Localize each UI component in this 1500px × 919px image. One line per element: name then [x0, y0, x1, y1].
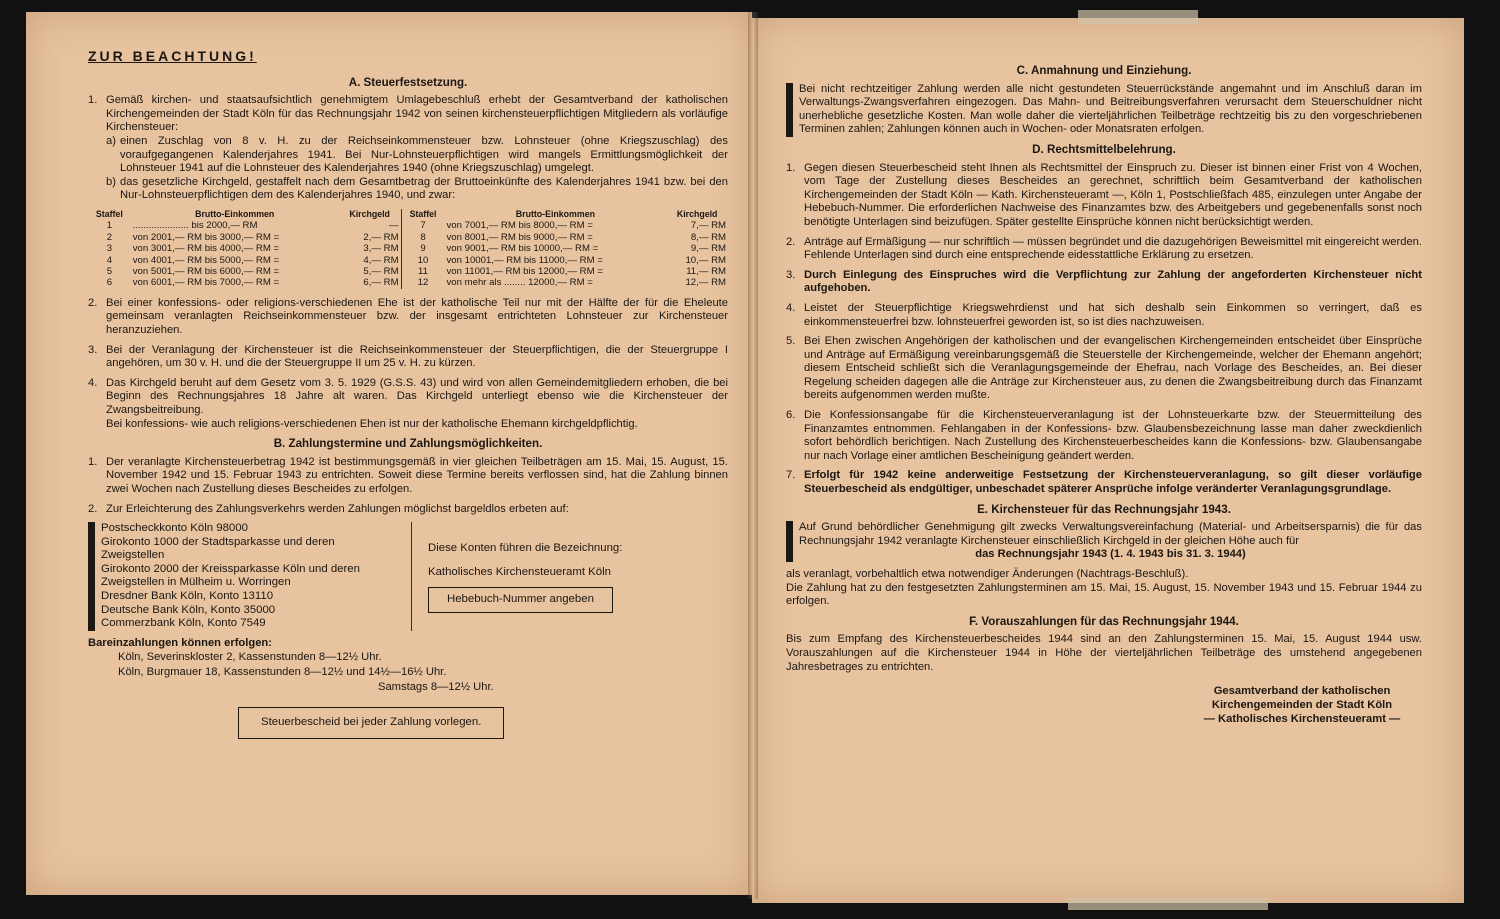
section-b-heading: B. Zahlungstermine und Zahlungsmöglichkeiten. [273, 437, 543, 451]
subparagraph: a) einen Zuschlag von 8 v. H. zu der Reichseinkommensteuer bzw. Lohnsteuer (ohne Kriegszuschlag) des voraufgegangenen Kalenderjahres 1941. Bei Nur-Lohnsteuerpflichtigen wird mangels Ermittlungsmöglichkeit der Lohnsteuer 1941 auf die Lohnsteuer des Kalenderjahres 1940 (ohne Kriegszuschlag) umgelegt. [106, 134, 728, 175]
paragraph-text: Das Kirchgeld beruht auf dem Gesetz vom 3. 5. 1929 (G.S.S. 43) und wird von allen Gemeindemitgliedern erhoben, die bei Beginn des Rechnungsjahres 18 Jahre alt waren. Das Kirchgeld unterliegt ebenso wie die Kirchensteuer der Zwangsbeitreibung. [106, 376, 728, 416]
section-c-heading: C. Anmahnung und Einziehung. [1016, 64, 1192, 77]
section-e-block [786, 521, 1422, 562]
section-d-heading: D. Rechtsmittelbelehrung. [1032, 142, 1176, 156]
table-cell: 3,— RM [363, 243, 399, 255]
table-cell: 2 [106, 231, 113, 243]
table-cell: von 5001,— RM bis 6000,— RM = [132, 265, 280, 277]
section-e-heading: E. Kirchensteuer für das Rechnungsjahr 1943. [977, 502, 1231, 516]
notice-box: Steuerbescheid bei jeder Zahlung vorlegen. [238, 707, 504, 739]
account-item: Postscheckkonto Köln 98000 [101, 522, 248, 535]
table-header: Brutto-Einkommen [195, 208, 275, 219]
paragraph-text: als veranlagt, vorbehaltlich etwa notwendiger Änderungen (Nachtrags-Beschluß). [786, 568, 1189, 580]
paragraph-text: Gemäß kirchen- und staatsaufsichtlich genehmigtem Umlagebeschluß erhebt der Gesamtverband der katholischen Kirchengemeinden der Stadt Köln für das Rechnungsjahr 1942 von seinen kirchensteuerpflichtigen Mitgliedern als vorläufige Kirchensteuer: [106, 94, 728, 134]
table-header: Kirchgeld [349, 208, 390, 219]
table-cell: von 8001,— RM bis 9000,— RM = [446, 231, 593, 243]
paragraph-text: Die Konfessionsangabe für die Kirchensteuerveranlagung ist der Lohnsteuerkarte bzw. der Steuermitteilung des Finanzamtes entnommen. Fehlangaben in der Konfessions- bzw. Glaubensbezeichnung lasse man daher zweckdienlich sofort behördlich berichtigen. Nach Zustellung des Kirchensteuerbescheides kann die Konfessions- bzw. Glaubensangabe nur nach Vorlage einer amtlichen Bescheinigung geändert werden. [804, 409, 1422, 462]
tape-strip [1078, 10, 1198, 24]
paragraph-text: Bei einer konfessions- oder religions-verschiedenen Ehe ist der katholische Teil nur mit der Hälfte der für die Eheleute gemeinsam veranlagten Reichseinkommensteuer bzw. der insgesamt entrichteten Lohnsteuer zur Kirchensteuer heranzuziehen. [106, 296, 728, 336]
table-cell: ..................... bis 2000,— RM [132, 220, 258, 232]
list-item: 6. Die Konfessionsangabe für die Kirchensteuerveranlagung ist der Lohnsteuerkarte bzw. der Steuermitteilung des Finanzamtes entnommen. Fehlangaben in der Konfessions- bzw. Glaubensbezeichnung lasse man daher zweckdienlich sofort behördlich berichtigen. Nach Zustellung des Kirchensteuerbescheides kann die Konfessions- bzw. Glaubensangabe nur nach Vorlage einer amtlichen Bescheinigung geändert werden. [786, 409, 1422, 462]
paragraph-text: einen Zuschlag von 8 v. H. zu der Reichseinkommensteuer bzw. Lohnsteuer (ohne Kriegszuschlag) des voraufgegangenen Kalenderjahres 1941. Bei Nur-Lohnsteuerpflichtigen wird mangels Ermittlungsmöglichkeit der Lohnsteuer 1941 auf die Lohnsteuer des Kalenderjahres 1940 (ohne Kriegszuschlag) umgelegt. [120, 134, 728, 175]
paragraph-text: das gesetzliche Kirchgeld, gestaffelt nach dem Gesamtbetrag der Bruttoeinkünfte des Kalenderjahres 1941 bzw. bei den Nur-Lohnsteuerpflichtigen dem des Kalenderjahres 1940, und zwar: [120, 175, 728, 202]
page-title: ZUR BEACHTUNG! [88, 48, 257, 64]
paragraph-text: Zur Erleichterung des Zahlungsverkehrs werden Zahlungen möglichst bargeldlos erbeten auf: [106, 502, 569, 515]
paragraph-text: Gegen diesen Steuerbescheid steht Ihnen als Rechtsmittel der Einspruch zu. Dieser ist binnen einer Frist von 4 Wochen, vom Tage der Zustellung dieses Bescheides an gerechnet, schriftlich beim Gesamtverband der katholischen Kirchengemeinden der Stadt Köln — Kath. Kirchensteueramt —, Köln 1, Postschließfach 485, einzulegen unter Angabe der Hebebuch-Nummer. Die erforderlichen Nachweise des Finanzamtes bzw. des Arbeitgebers und gegebenenfalls sonst noch benötigte Unterlagen sind beizufügen. Später gestellte Einsprüche können nicht berücksichtigt werden. [804, 161, 1422, 228]
list-item: 7. Erfolgt für 1942 keine anderweitige Festsetzung der Kirchensteuerveranlagung, so gilt dieser vorläufige Steuerbescheid als endgültiger, unbeschadet späterer Ansprüche infolge veränderter Veranlagungsgrundlage. [786, 469, 1422, 496]
account-note: Diese Konten führen die Bezeichnung: [428, 542, 623, 555]
bank-accounts [88, 522, 728, 631]
table-cell: von 9001,— RM bis 10000,— RM = [446, 243, 599, 255]
paragraph: 2. Bei einer konfessions- oder religions-verschiedenen Ehe ist der katholische Teil nur mit der Hälfte der für die Eheleute gemeinsam veranlagten Reichseinkommensteuer bzw. der insgesamt entrichteten Lohnsteuer zur Kirchensteuer heranzuziehen. [88, 296, 728, 336]
paragraph: 4. Das Kirchgeld beruht auf dem Gesetz vom 3. 5. 1929 (G.S.S. 43) und wird von allen Gemeindemitgliedern erhoben, die bei Beginn des Rechnungsjahres 18 Jahre alt waren. Das Kirchgeld unterliegt ebenso wie die Kirchensteuer der Zwangsbeitreibung. Bei konfessions- wie auch religions-verschiedenen Ehen ist nur der katholische Ehemann kirchgeldpflichtig. [88, 376, 728, 430]
table-cell: 4 [106, 254, 113, 266]
table-cell: 5,— RM [363, 265, 399, 277]
account-item: Girokonto 2000 der Kreissparkasse Köln und deren Zweigstellen in Mülheim u. Worringen [101, 562, 360, 589]
account-item: Girokonto 1000 der Stadtsparkasse und deren Zweigstellen [101, 535, 335, 562]
table-cell: 8,— RM [690, 231, 726, 243]
section-a-heading: A. Steuerfestsetzung. [348, 75, 468, 89]
paragraph: 3. Bei der Veranlagung der Kirchensteuer ist die Reichseinkommensteuer der Steuerpflichtigen, die der Steuergruppe I angehören, um 30 v. H. und die der Steuergruppe II um 25 v. H. zu kürzen. [88, 343, 728, 370]
tape-strip [1068, 898, 1268, 910]
table-cell: 11 [401, 266, 444, 277]
table-row [88, 277, 728, 288]
paragraph-text: Die Zahlung hat zu den festgesetzten Zahlungsterminen am 15. Mai, 15. August, 15. November 1943 und 15. Februar 1944 zu erfolgen. [786, 581, 1422, 608]
table-cell: von 4001,— RM bis 5000,— RM = [132, 254, 280, 266]
paragraph-text: Bei Ehen zwischen Angehörigen der katholischen und der evangelischen Kirchengemeinden entscheidet über Einsprüche und Anträge auf Ermäßigung vereinbarungsgemäß die Steuerstelle der Kirchengemeinde, welcher der Ehemann angehört; diesem Entscheid schließt sich die Veranlagungsgemeinde der Ehefrau, nach Vorlage des Bescheides, an. Bei dieser Regelung scheiden dagegen alle die Anträge zur Kirchensteuer aus, zu denen die Zwangsbeitreibung durch das Finanzamt bereits aufgenommen werden mußte. [804, 335, 1422, 402]
bar-heading: Bareinzahlungen können erfolgen: [88, 636, 272, 649]
list-item: 2. Anträge auf Ermäßigung — nur schriftlich — müssen begründet und die dazugehörigen Beweismittel mit eingereicht werden. Fehlende Unterlagen sind durch eine entsprechende eidesstattliche Erklärung zu ersetzen. [786, 235, 1422, 262]
paragraph-text: Durch Einlegung des Einspruches wird die Verpflichtung zur Zahlung der angeforderten Kirchensteuer nicht aufgehoben. [804, 268, 1422, 295]
table-cell: von 7001,— RM bis 8000,— RM = [446, 220, 593, 232]
table-cell: 1 [106, 220, 113, 232]
table-cell: 6,— RM [363, 277, 399, 289]
paragraph-text: Bis zum Empfang des Kirchensteuerbescheides 1944 sind an den Zahlungsterminen 15. Mai, 15. August 1944 usw. Vorauszahlungen auf die Kirchensteuer 1944 in Höhe der vierteljährlichen Teilbeträge des umstehend angegebenen Jahresbetrages zu entrichten. [786, 633, 1422, 673]
bar-lines [88, 651, 728, 694]
table-cell: 11,— RM [686, 265, 726, 277]
paragraph-text: Bei nicht rechtzeitiger Zahlung werden alle nicht gestundeten Steuerrückstände angemahnt und im Anschluß daran im Verwaltungs-Zwangsverfahren eingezogen. Das Mahn- und Beitreibungsverfahren verursacht dem Steuerschuldner nicht unerhebliche gesetzliche Kosten. Man wolle daher die vierteljährlichen Teilbeträge rechtzeitig bis zu den vorgeschriebenen Terminen zahlen; Zahlungen können auch in Wochen- oder Monatsraten erfolgen. [786, 83, 1422, 137]
account-name: Katholisches Kirchensteueramt Köln [428, 565, 611, 578]
table-cell: 3 [106, 243, 113, 255]
left-column [88, 50, 728, 739]
table-row [88, 243, 728, 254]
paragraph: 1. Der veranlagte Kirchensteuerbetrag 1942 ist bestimmungsgemäß in vier gleichen Teilbeträgen am 15. Mai, 15. August, 15. November 1942 und 15. Februar 1943 zu entrichten. Soweit diese Termine bereits verflossen sind, hat die Zahlung binnen zwei Wochen nach Zustellung dieses Bescheides zu erfolgen. [88, 455, 728, 495]
account-info [411, 522, 728, 631]
table-header: Kirchgeld [676, 208, 718, 219]
list-item: 5. Bei Ehen zwischen Angehörigen der katholischen und der evangelischen Kirchengemeinden entscheidet über Einsprüche und Anträge auf Ermäßigung vereinbarungsgemäß die Steuerstelle der Kirchengemeinde, welcher der Ehemann angehört; diesem Entscheid schließt sich die Veranlagungsgemeinde der Ehefrau, nach Vorlage des Bescheides, an. Bei dieser Regelung scheiden dagegen alle die Anträge zur Kirchensteuer aus, zu denen die Zwangsbeitreibung durch das Finanzamt bereits aufgenommen werden mußte. [786, 335, 1422, 402]
paragraph-text: Leistet der Steuerpflichtige Kriegswehrdienst und hat sich deshalb sein Einkommen so verringert, daß es einkommensteuerfrei bzw. lohnsteuerfrei geworden ist, so ist dies nachzuweisen. [804, 301, 1422, 328]
signature-line: — Katholisches Kirchensteueramt — [1203, 713, 1401, 726]
list-item: 1. Gegen diesen Steuerbescheid steht Ihnen als Rechtsmittel der Einspruch zu. Dieser ist binnen einer Frist von 4 Wochen, vom Tage der Zustellung dieses Bescheides an gerechnet, schriftlich beim Gesamtverband der katholischen Kirchengemeinden der Stadt Köln — Kath. Kirchensteueramt —, Köln 1, Postschließfach 485, einzulegen unter Angabe der Hebebuch-Nummer. Die erforderlichen Nachweise des Finanzamtes bzw. des Arbeitgebers und gegebenenfalls sonst noch benötigte Unterlagen sind beizufügen. Später gestellte Einsprüche können nicht berücksichtigt werden. [786, 161, 1422, 228]
table-cell: 12,— RM [685, 277, 726, 289]
table-cell: von 2001,— RM bis 3000,— RM = [132, 231, 280, 243]
table-row [88, 232, 728, 243]
table-cell: von 11001,— RM bis 12000,— RM = [446, 265, 603, 277]
table-cell: 10,— RM [685, 254, 726, 266]
table-cell: 9,— RM [690, 243, 726, 255]
bar-line: Köln, Burgmauer 18, Kassenstunden 8—12½ und 14½—16½ Uhr. [118, 666, 447, 679]
table-row [88, 266, 728, 277]
section-d-list [786, 162, 1422, 497]
signature-line: Kirchengemeinden der Stadt Köln [1211, 699, 1393, 712]
table-header: Staffel [401, 209, 444, 220]
hebebuch-box: Hebebuch-Nummer angeben [428, 587, 613, 613]
table-cell: von 10001,— RM bis 11000,— RM = [446, 254, 603, 266]
table-cell: 8 [401, 232, 444, 243]
section-f-heading: F. Vorauszahlungen für das Rechnungsjahr 1944. [969, 614, 1239, 628]
paragraph-text: das Rechnungsjahr 1943 (1. 4. 1943 bis 31. 3. 1944) [975, 548, 1246, 561]
list-item: 3. Durch Einlegung des Einspruches wird die Verpflichtung zur Zahlung der angeforderten Kirchensteuer nicht aufgehoben. [786, 268, 1422, 295]
account-item: Deutsche Bank Köln, Konto 35000 [101, 603, 276, 616]
list-item: 4. Leistet der Steuerpflichtige Kriegswehrdienst und hat sich deshalb sein Einkommen so verringert, daß es einkommensteuerfrei bzw. lohnsteuerfrei geworden ist, so ist dies nachzuweisen. [786, 301, 1422, 328]
table-cell: 4,— RM [363, 254, 399, 266]
paragraph-text: Anträge auf Ermäßigung — nur schriftlich — müssen begründet und die dazugehörigen Beweismittel mit eingereicht werden. Fehlende Unterlagen sind durch eine entsprechende eidesstattliche Erklärung zu ersetzen. [804, 235, 1422, 262]
paragraph-text: Bei der Veranlagung der Kirchensteuer ist die Reichseinkommensteuer der Steuerpflichtigen, die der Steuergruppe I angehören, um 30 v. H. und die der Steuergruppe II um 25 v. H. zu kürzen. [106, 343, 728, 370]
table-cell: 7 [401, 220, 444, 231]
paragraph-text: Bei konfessions- wie auch religions-verschiedenen Ehen ist nur der katholische Ehemann kirchgeldpflichtig. [106, 417, 638, 430]
table-cell: 9 [401, 243, 444, 254]
paragraph-text: Auf Grund behördlicher Genehmigung gilt zwecks Verwaltungsvereinfachung (Material- und Arbeitsersparnis) die für das Rechnungsjahr 1942 veranlagte Kirchensteuer einschließlich Kirchgeld in der gleichen Höhe auch für [799, 521, 1422, 547]
table-header: Staffel [95, 208, 123, 219]
table-row [88, 255, 728, 266]
page-fold [748, 12, 758, 899]
table-cell: 7,— RM [690, 220, 726, 232]
table-cell: 2,— RM [363, 231, 399, 243]
table-header: Brutto-Einkommen [515, 208, 595, 219]
section-e-rest [786, 568, 1422, 609]
table-cell: von mehr als ........ 12000,— RM = [446, 277, 593, 289]
signature [786, 684, 1422, 726]
paragraph: 2. Zur Erleichterung des Zahlungsverkehrs werden Zahlungen möglichst bargeldlos erbeten auf: [88, 503, 728, 517]
kirchgeld-table [88, 209, 728, 289]
signature-line: Gesamtverband der katholischen [1213, 685, 1391, 698]
table-cell: von 6001,— RM bis 7000,— RM = [132, 277, 280, 289]
table-cell: 10 [401, 255, 444, 266]
table-cell: von 3001,— RM bis 4000,— RM = [132, 243, 280, 255]
table-cell: 12 [401, 277, 444, 288]
table-row [88, 220, 728, 231]
paragraph-text: Erfolgt für 1942 keine anderweitige Festsetzung der Kirchensteuerveranlagung, so gilt dieser vorläufige Steuerbescheid als endgültiger, unbeschadet späterer Ansprüche infolge veränderter Veranlagungsgrundlage. [804, 469, 1422, 496]
paragraph-text: Der veranlagte Kirchensteuerbetrag 1942 ist bestimmungsgemäß in vier gleichen Teilbeträgen am 15. Mai, 15. August, 15. November 1942 und 15. Februar 1943 zu entrichten. Soweit diese Termine bereits verflossen sind, hat die Zahlung binnen zwei Wochen nach Zustellung dieses Bescheides zu erfolgen. [106, 455, 728, 495]
bar-line: Samstags 8—12½ Uhr. [378, 680, 494, 693]
subparagraph: b) das gesetzliche Kirchgeld, gestaffelt nach dem Gesamtbetrag der Bruttoeinkünfte des Kalenderjahres 1941 bzw. bei den Nur-Lohnsteuerpflichtigen dem des Kalenderjahres 1940, und zwar: [106, 175, 728, 202]
right-column [786, 58, 1422, 726]
account-item: Dresdner Bank Köln, Konto 13110 [101, 590, 274, 603]
bar-line: Köln, Severinskloster 2, Kassenstunden 8—12½ Uhr. [118, 651, 382, 664]
account-list [88, 522, 401, 631]
paragraph: 1. Gemäß kirchen- und staatsaufsichtlich genehmigtem Umlagebeschluß erhebt der Gesamtverband der katholischen Kirchengemeinden der Stadt Köln für das Rechnungsjahr 1942 von seinen kirchensteuerpflichtigen Mitgliedern als vorläufige Kirchensteuer: a) einen Zuschlag von 8 v. H. zu der Reichseinkommensteuer bzw. Lohnsteuer (ohne Kriegszuschlag) des voraufgegangenen Kalenderjahres 1941. Bei Nur-Lohnsteuerpflichtigen wird mangels Ermittlungsmöglichkeit der Lohnsteuer 1941 auf die Lohnsteuer des Kalenderjahres 1940 (ohne Kriegszuschlag) umgelegt. b) das gesetzliche Kirchgeld, gestaffelt nach dem Gesamtbetrag der Bruttoeinkünfte des Kalenderjahres 1941 bzw. bei den Nur-Lohnsteuerpflichtigen dem des Kalenderjahres 1940, und zwar: [88, 94, 728, 202]
table-cell: 5 [106, 265, 113, 277]
table-cell: — [388, 220, 399, 232]
table-cell: 6 [106, 277, 113, 289]
account-item: Commerzbank Köln, Konto 7549 [101, 617, 266, 630]
